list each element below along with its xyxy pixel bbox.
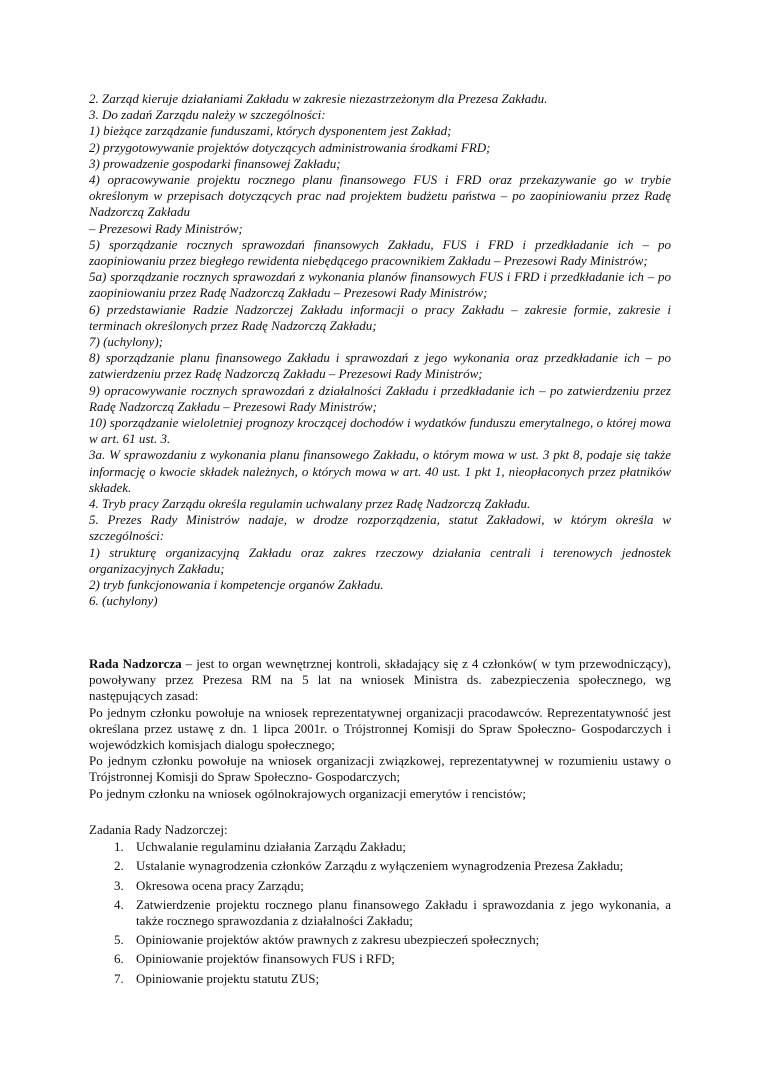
list-item-number: 1.	[114, 839, 124, 855]
rada-nadzorcza-section	[89, 656, 671, 802]
rada-rule: Po jednym członku powołuje na wniosek organizacji związkowej, reprezentatywnej w rozumieniu ustawy o Trójstronnej Komisji do Spraw Społeczno- Gospodarczych;	[89, 753, 671, 785]
rada-definition: – jest to organ wewnętrznej kontroli, składający się z 4 członków( w tym przewodniczący), powoływany przez Prezesa RM na 5 lat na wniosek Ministra ds. zabezpieczenia społecznego, wg następujących zasad:	[89, 656, 671, 704]
list-item	[89, 858, 671, 874]
list-item	[89, 878, 671, 894]
article-line: 2) tryb funkcjonowania i kompetencje organów Zakładu.	[89, 577, 384, 593]
list-item-text: Opiniowanie projektów finansowych FUS i RFD;	[136, 951, 395, 967]
rada-rule: Po jednym członku powołuje na wniosek reprezentatywnej organizacji pracodawców. Reprezentatywność jest określana przez ustawę z dn. 1 lipca 2001r. o Trójstronnej Komisji do Spraw Społeczno- Gospodarczych i wojewódzkich komisjach dialogu społecznego;	[89, 704, 671, 753]
list-item	[89, 839, 671, 855]
article-line: – Prezesowi Rady Ministrów;	[89, 220, 243, 236]
article-line: 6) przedstawianie Radzie Nadzorczej Zakładu informacji o pracy Zakładu – zakresie formie, zakresie i terminach określonych przez Radę Nadzorczą Zakładu;	[89, 301, 671, 333]
article-line: 2) przygotowywanie projektów dotyczących administrowania środkami FRD;	[89, 139, 491, 155]
article-line: 5a) sporządzanie rocznych sprawozdań z wykonania planów finansowych FUS i FRD i przedkładanie ich – po zaopiniowaniu przez Radę Nadzorczą Zakładu – Prezesowi Rady Ministrów;	[89, 269, 671, 301]
article-line: 6. (uchylony)	[89, 593, 158, 609]
rada-rule: Po jednym członku na wniosek ogólnokrajowych organizacji emerytów i rencistów;	[89, 785, 526, 801]
list-item-number: 2.	[114, 858, 124, 874]
list-item	[89, 932, 671, 948]
article-line: 3a. W sprawozdaniu z wykonania planu finansowego Zakładu, o którym mowa w ust. 3 pkt 8, podaje się także informację o kwocie składek należnych, o których mowa w art. 40 ust. 1 pkt 1, nieopłaconych przez płatników składek.	[89, 447, 671, 495]
list-item-number: 5.	[114, 932, 124, 948]
rada-term: Rada Nadzorcza	[89, 656, 182, 671]
article-excerpt	[89, 91, 671, 610]
article-line: 7) (uchylony);	[89, 334, 163, 350]
list-item	[89, 951, 671, 967]
list-item-text: Uchwalanie regulaminu działania Zarządu Zakładu;	[136, 839, 406, 855]
article-line: 1) bieżące zarządzanie funduszami, których dysponentem jest Zakład;	[89, 123, 452, 139]
article-line: 2. Zarząd kieruje działaniami Zakładu w zakresie niezastrzeżonym dla Prezesa Zakładu.	[89, 91, 548, 106]
list-item-text: Zatwierdzenie projektu rocznego planu finansowego Zakładu i sprawozdania z jego wykonania, a także rocznego sprawozdania z działalności Zakładu;	[136, 896, 671, 929]
article-line: 10) sporządzanie wieloletniej prognozy kroczącej dochodów i wydatków funduszu emerytalnego, o której mowa w art. 61 ust. 3.	[89, 415, 671, 447]
article-line: 4) opracowywanie projektu rocznego planu finansowego FUS i FRD oraz przekazywanie go w trybie określonym w przepisach dotyczących prac nad projektem budżetu państwa – po zaopiniowaniu przez Radę Nadzorczą Zakładu	[89, 172, 671, 220]
article-line: 9) opracowywanie rocznych sprawozdań z działalności Zakładu i przedkładanie ich – po zatwierdzeniu przez Radę Nadzorczą Zakładu – Prezesowi Rady Ministrów;	[89, 382, 671, 414]
list-item-number: 4.	[114, 896, 124, 912]
article-line: 5) sporządzanie rocznych sprawozdań finansowych Zakładu, FUS i FRD i przedkładanie ich – po zaopiniowaniu przez biegłego rewidenta niebędącego pracownikiem Zakładu – Prezesowi Rady Ministrów;	[89, 236, 671, 269]
list-item-text: Okresowa ocena pracy Zarządu;	[136, 877, 304, 893]
article-line: 1) strukturę organizacyjną Zakładu oraz zakres rzeczowy działania centrali i terenowych jednostek organizacyjnych Zakładu;	[89, 544, 671, 576]
zadania-heading: Zadania Rady Nadzorczej:	[89, 822, 228, 837]
zadania-section	[89, 822, 671, 990]
list-item-text: Ustalanie wynagrodzenia członków Zarządu z wyłączeniem wynagrodzenia Prezesa Zakładu;	[136, 858, 624, 874]
list-item-text: Opiniowanie projektu statutu ZUS;	[136, 970, 320, 986]
article-line: 5. Prezes Rady Ministrów nadaje, w drodze rozporządzenia, statut Zakładowi, w którym określa w szczególności:	[89, 512, 671, 544]
article-line: 4. Tryb pracy Zarządu określa regulamin uchwalany przez Radę Nadzorczą Zakładu.	[89, 496, 531, 512]
article-line: 3. Do zadań Zarządu należy w szczególności:	[89, 107, 326, 123]
list-item-number: 7.	[114, 970, 124, 986]
list-item	[89, 897, 671, 929]
list-item-number: 6.	[114, 951, 124, 967]
article-line: 3) prowadzenie gospodarki finansowej Zakładu;	[89, 155, 341, 171]
list-item-text: Opiniowanie projektów aktów prawnych z zakresu ubezpieczeń społecznych;	[136, 932, 540, 948]
article-line: 8) sporządzanie planu finansowego Zakładu i sprawozdań z jego wykonania oraz przedkładanie ich – po zatwierdzeniu przez Radę Nadzorczą Zakładu – Prezesowi Rady Ministrów;	[89, 350, 671, 382]
list-item	[89, 971, 671, 987]
rada-intro	[89, 656, 671, 705]
zadania-list	[89, 839, 671, 987]
list-item-number: 3.	[114, 877, 124, 893]
